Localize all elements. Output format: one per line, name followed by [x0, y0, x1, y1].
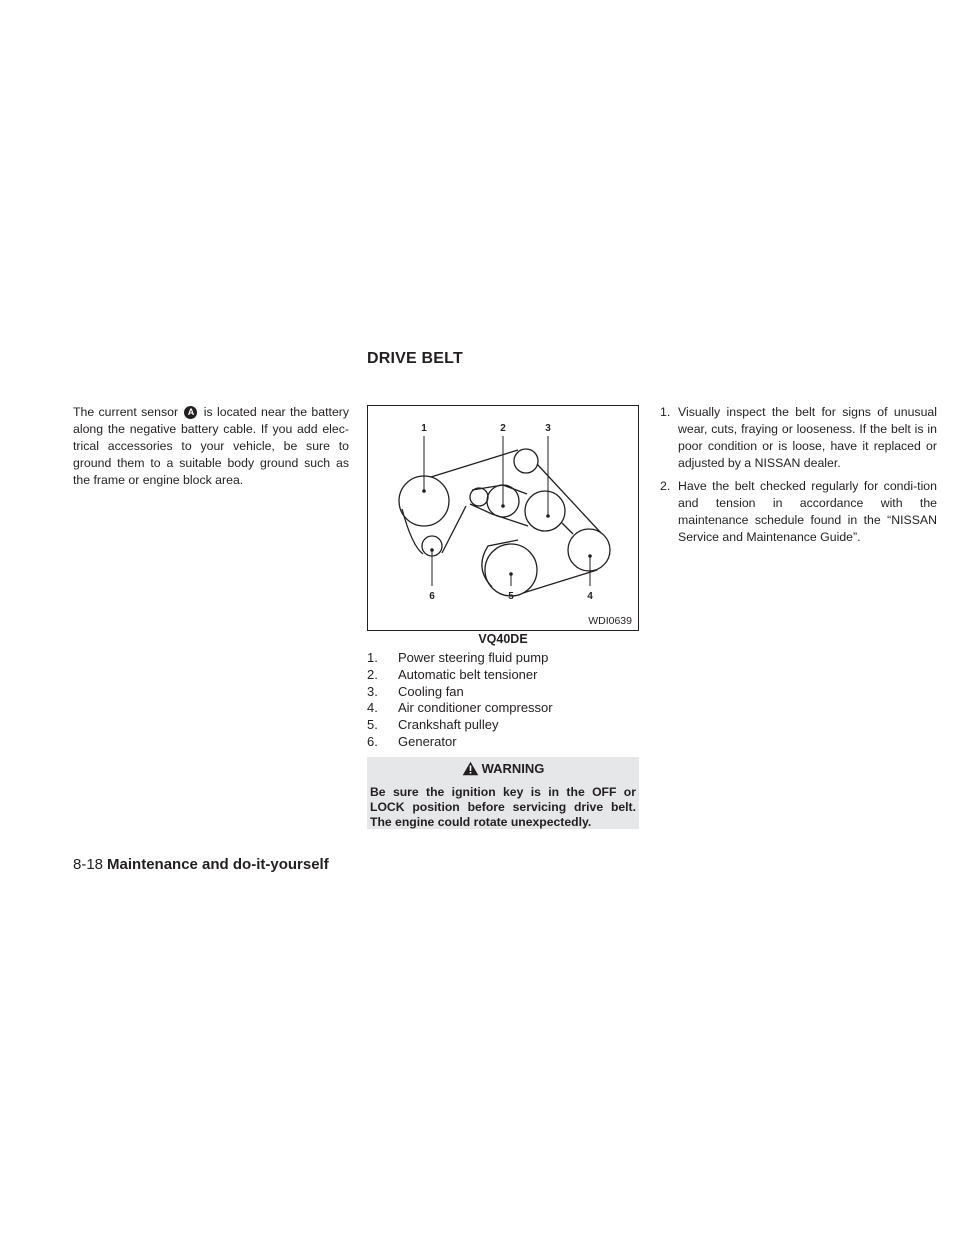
list-item [660, 478, 937, 546]
callout-1: 1 [421, 423, 427, 434]
chapter-title: Maintenance and do-it-yourself [107, 856, 329, 873]
belt-routing-drawing [368, 406, 638, 630]
callout-4: 4 [587, 591, 593, 602]
list-item [367, 717, 553, 734]
callout-5: 5 [508, 591, 514, 602]
cooling-fan-pulley [525, 491, 565, 531]
item-label: Power steering fluid pump [398, 650, 549, 665]
item-label: Air conditioner compressor [398, 700, 553, 716]
list-item [367, 650, 553, 667]
item-number: 1. [367, 650, 378, 665]
item-label: Automatic belt tensioner [398, 666, 538, 682]
figure-code: WDI0639 [588, 615, 632, 627]
item-number: 5. [367, 717, 378, 733]
item-label: Generator [398, 733, 457, 749]
step-text: Visually inspect the belt for signs of unusual wear, cuts, fraying or looseness. If the belt is in poor condition or is loose, have it replaced or adjusted by a NISSAN dealer. [678, 405, 937, 470]
step-number: 1. [660, 405, 671, 419]
list-item [660, 404, 937, 472]
page-number: 8-18 [73, 856, 104, 873]
list-item [367, 684, 553, 701]
step-text: Have the belt checked regularly for condi-tion and tension in accordance with the maintenance schedule found in the “NISSAN Service and Maintenance Guide”. [678, 479, 937, 544]
paragraph-text-start: The current sensor [73, 405, 179, 419]
warning-title-row [367, 761, 639, 776]
item-label: Crankshaft pulley [398, 717, 499, 733]
warning-title: WARNING [481, 761, 545, 776]
page-footer [73, 856, 329, 873]
warning-box [367, 757, 639, 829]
current-sensor-paragraph [73, 404, 349, 489]
step-number: 2. [660, 479, 671, 493]
list-item [367, 734, 553, 751]
callout-6: 6 [429, 591, 435, 602]
paragraph-text-end: is located near the battery along the negative battery cable. If you add elec-trical accessories to your vehicle, be sure to ground them to a suitable body ground such as the frame or engine block area. [73, 405, 350, 487]
parts-legend [367, 650, 553, 751]
callout-a-marker: A [184, 406, 197, 419]
warning-triangle-icon [462, 761, 479, 776]
item-number: 2. [367, 666, 378, 682]
item-number: 3. [367, 683, 378, 699]
drive-belt-diagram [367, 405, 639, 631]
callout-3: 3 [545, 423, 551, 434]
section-heading: DRIVE BELT [367, 350, 463, 367]
figure-caption: VQ40DE [478, 632, 528, 646]
idler-pulley-top [514, 449, 538, 473]
idler-pulley-left [470, 488, 488, 506]
item-number: 4. [367, 700, 378, 716]
warning-text: Be sure the ignition key is in the OFF or LOCK position before servicing drive belt. The engine could rotate unexpectedly. [370, 785, 636, 829]
ac-compressor-pulley [568, 529, 610, 571]
crankshaft-pulley [485, 544, 537, 596]
inspection-steps [660, 404, 937, 552]
callout-2: 2 [500, 423, 506, 434]
item-label: Cooling fan [398, 683, 464, 699]
list-item [367, 667, 553, 684]
item-number: 6. [367, 733, 378, 749]
list-item [367, 700, 553, 717]
